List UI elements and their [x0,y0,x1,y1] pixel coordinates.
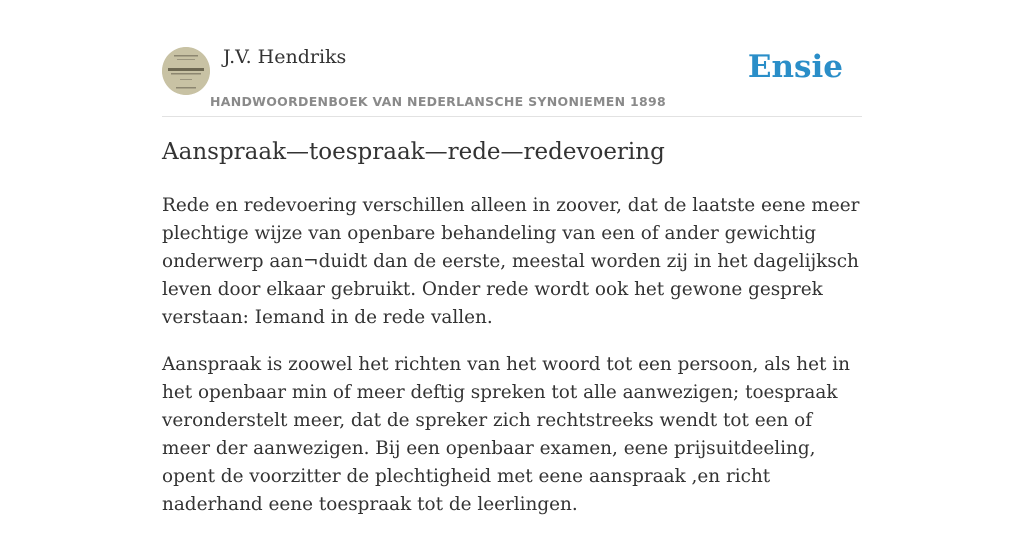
header [162,44,862,117]
paragraph: Rede en redevoering verschillen alleen in zoover, dat de laatste eene meer plechtige wijze van openbare behandeling van een of ander gewichtig onderwerp aan¬duidt dan de eerste, meestal worden zij in het dagelijksch leven door elkaar gebruikt. Onder rede wordt ook het gewone gesprek verstaan: Iemand in de rede vallen. [162,195,860,328]
entry-body [162,192,862,538]
source-title[interactable]: HANDWOORDENBOEK VAN NEDERLANSCHE SYNONIEMEN 1898 [210,94,667,109]
author-name[interactable]: J.V. Hendriks [223,46,347,68]
book-cover-icon[interactable] [162,47,210,95]
brand-logo[interactable]: Ensie [747,49,843,85]
paragraph: Aanspraak is zoowel het richten van het woord tot een persoon, als het in het openbaar min of meer deftig spreken tot alle aanwezigen; toespraak veronderstelt meer, dat de spreker zich rechtstreeks wendt tot een of meer der aanwezigen. Bij een openbaar examen, eene prijsuitdeeling, opent de voorzitter de plechtigheid met eene aanspraak ,en richt naderhand eene toespraak tot de leerlingen. [162,354,850,515]
page-title: Aanspraak—toespraak—rede—redevoering [162,139,665,165]
